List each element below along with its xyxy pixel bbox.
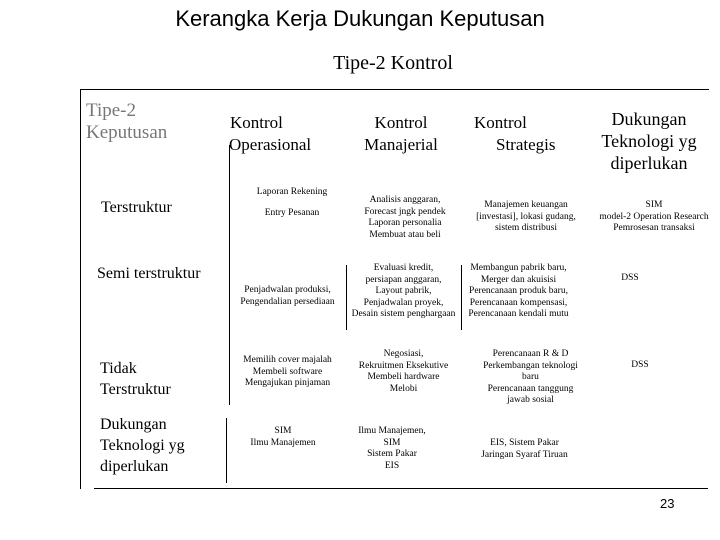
row-label-terstruktur: Terstruktur xyxy=(101,199,172,216)
cell-terstruktur-teknologi xyxy=(590,200,718,235)
cell-line: jawab sosial xyxy=(507,395,554,405)
cell-semi-strategis xyxy=(461,263,576,321)
cell-line: Pemrosesan transaksi xyxy=(613,223,695,233)
cell-dukungan-strategis xyxy=(462,438,587,461)
cell-line: Perencanaan kendali mutu xyxy=(468,309,569,319)
header-line: Strategis xyxy=(496,135,556,154)
cell-line: sistem distribusi xyxy=(494,223,558,233)
cell-line: Negosiasi, xyxy=(383,349,424,359)
cell-dukungan-manajerial xyxy=(340,426,444,472)
cell-line: SIM xyxy=(645,200,663,210)
cell-terstruktur-operasional-top: Laporan Rekening xyxy=(256,187,328,197)
cell-line: baru xyxy=(522,372,539,382)
row-label-line: diperlukan xyxy=(100,458,169,475)
cell-line: Analisis anggaran, xyxy=(369,195,441,205)
cell-line: Mengajukan pinjaman xyxy=(244,378,331,388)
cell-line: Jaringan Syaraf Tiruan xyxy=(481,449,568,460)
row-label-line: Dukungan xyxy=(100,416,167,433)
corner-label-line: Tipe-2 xyxy=(86,100,136,121)
cell-line: Membeli hardware xyxy=(367,372,440,382)
cell-line: Rekruitmen Eksekutive xyxy=(358,360,449,371)
cell-dukungan-operasional xyxy=(228,426,338,449)
cell-line: Layout pabrik, xyxy=(375,286,432,296)
cell-line: SIM xyxy=(383,437,401,448)
cell-line: Pengendalian persediaan xyxy=(240,296,335,307)
corner-label xyxy=(86,100,167,144)
cell-line: Sistem Pakar xyxy=(367,449,417,459)
cell-line: EIS, Sistem Pakar xyxy=(490,438,559,448)
slide-subtitle: Tipe-2 Kontrol xyxy=(333,52,453,74)
row-label-line: Tidak xyxy=(100,360,137,377)
cell-terstruktur-strategis xyxy=(462,200,590,235)
cell-line: Perencanaan kompensasi, xyxy=(469,297,568,308)
header-line: Kontrol xyxy=(474,113,527,132)
cell-line: Perencanaan tanggung xyxy=(487,383,574,394)
cell-tidak-manajerial xyxy=(346,349,461,395)
cell-terstruktur-manajerial xyxy=(346,195,464,241)
column-header-teknologi xyxy=(588,108,710,174)
cell-line: Ilmu Manajemen, xyxy=(358,426,426,436)
cell-tidak-operasional xyxy=(229,355,346,390)
cell-line: Membangun pabrik baru, xyxy=(470,263,567,273)
corner-label-line: Keputusan xyxy=(86,122,168,143)
column-divider-dukungan xyxy=(226,418,227,483)
cell-tidak-teknologi: DSS xyxy=(631,360,649,370)
row-label-semi-terstruktur: Semi terstruktur xyxy=(97,265,201,282)
table-bottom-border xyxy=(94,488,708,489)
column-header-manajerial xyxy=(346,112,456,156)
cell-line: Penjadwalan proyek, xyxy=(363,297,444,308)
cell-line: Perkembangan teknologi xyxy=(483,360,578,371)
cell-line: Perencanaan produk baru, xyxy=(469,286,568,296)
header-line: Kontrol xyxy=(374,113,428,132)
row-label-tidak-terstruktur xyxy=(100,358,171,400)
cell-line: SIM xyxy=(274,426,292,436)
cell-line: Merger dan akuisisi xyxy=(480,274,557,285)
cell-line: Melobi xyxy=(389,383,418,394)
header-line: Operasional xyxy=(229,135,312,154)
header-line: Dukungan xyxy=(611,109,687,129)
cell-terstruktur-operasional-bottom: Entry Pesanan xyxy=(264,208,320,218)
header-line: Teknologi yg xyxy=(601,131,697,151)
page-number: 23 xyxy=(660,496,675,511)
cell-line: Penjadwalan produksi, xyxy=(244,285,331,295)
cell-tidak-strategis xyxy=(468,349,593,407)
cell-line: Evaluasi kredit, xyxy=(373,263,434,273)
column-header-strategis xyxy=(464,112,588,156)
cell-line: [investasi], lokasi gudang, xyxy=(476,211,576,222)
cell-line: Memilih cover majalah xyxy=(243,355,332,365)
cell-semi-manajerial xyxy=(346,263,461,321)
cell-line: Forecast jngk pendek xyxy=(364,206,446,217)
cell-line: Membuat atau beli xyxy=(369,229,441,240)
cell-line: Membeli software xyxy=(252,366,323,377)
cell-line: EIS xyxy=(384,460,400,471)
cell-line: Perencanaan R & D xyxy=(492,349,569,359)
cell-line: Desain sistem penghargaan xyxy=(351,309,456,319)
cell-line: model-2 Operation Research xyxy=(599,211,709,222)
cell-line: Ilmu Manajemen xyxy=(250,437,316,448)
row-label-dukungan xyxy=(100,414,185,477)
cell-semi-teknologi: DSS xyxy=(621,273,639,283)
row-label-line: Terstruktur xyxy=(100,381,171,398)
header-line: Kontrol xyxy=(230,113,283,132)
slide-title: Kerangka Kerja Dukungan Keputusan xyxy=(175,6,545,31)
cell-semi-operasional xyxy=(229,285,346,308)
header-line: Manajerial xyxy=(364,135,438,154)
column-header-operasional xyxy=(222,112,346,156)
cell-line: Manajemen keuangan xyxy=(484,200,568,210)
cell-line: Laporan personalia xyxy=(368,218,442,228)
header-line: diperlukan xyxy=(610,153,688,173)
row-label-line: Teknologi yg xyxy=(100,437,185,454)
cell-line: persiapan anggaran, xyxy=(365,274,442,285)
